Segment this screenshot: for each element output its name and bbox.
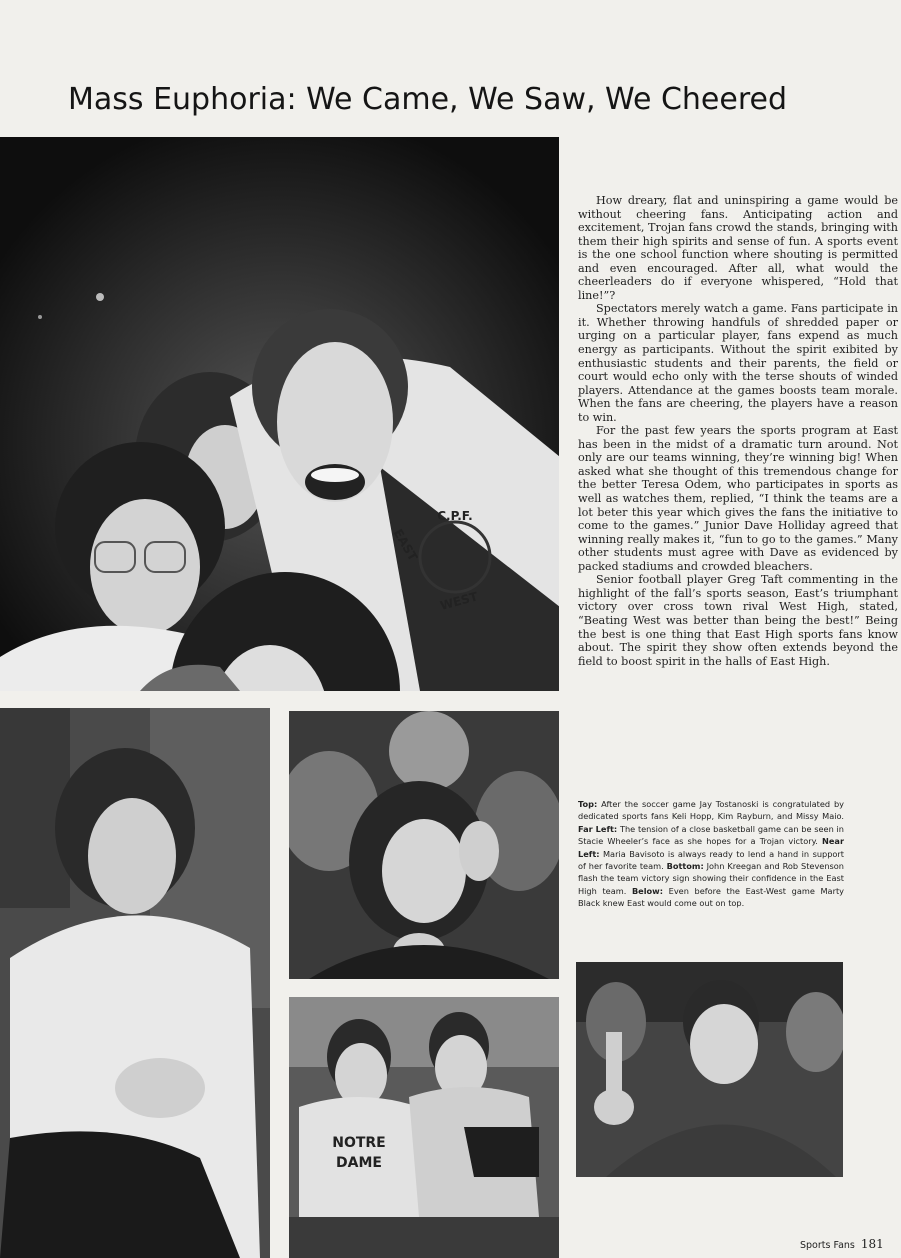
caption-label: Top:	[578, 799, 598, 809]
caption-text: Even before the East-West game Marty Black knew East would come out on top.	[578, 885, 844, 909]
photo-bottom-victory-sign	[289, 997, 559, 1258]
caption-text: After the soccer game Jay Tostanoski is congratulated by dedicated sports fans Keli Hopp, Kim Rayburn, and Missy Maio.	[578, 799, 844, 822]
caption-text: Maria Bavisoto is always ready to lend a hand in support of her favorite team.	[578, 848, 844, 872]
photo-far-left-girl	[0, 708, 270, 1258]
paragraph: Senior football player Greg Taft commenting in the highlight of the fall’s sports season, East’s triumphant victory over cross town rival West High, stated, “Beating West was better than being the best!” Being the best is one thing that East High sports fans know about. The spirit they show often extends beyond the field to boost spirit in the halls of East High.	[578, 573, 898, 668]
caption-label: Bottom:	[666, 861, 704, 872]
caption-label: Near Left:	[578, 836, 844, 859]
article-body	[578, 194, 898, 668]
sweatshirt-text-dame: DAME	[336, 1155, 382, 1171]
page-title: Mass Euphoria: We Came, We Saw, We Cheered	[68, 82, 788, 117]
page-footer	[800, 1237, 884, 1251]
jacket-text-cpf: C.P.F.	[437, 509, 473, 523]
jacket-text-east: EAST	[390, 526, 421, 564]
sweatshirt-text-notre: NOTRE	[332, 1135, 386, 1151]
caption-text: John Kreegan and Rob Stevenson flash the team victory sign showing their confidence in the East High team.	[578, 861, 844, 896]
caption-text: The tension of a close basketball game can be seen in Stacie Wheeler’s face as she hopes for a Trojan victory.	[578, 823, 844, 847]
caption-label: Below:	[631, 885, 664, 896]
paragraph: For the past few years the sports program at East has been in the midst of a dramatic turn around. Not only are our teams winning, they’re winning big! When asked what she thought of this tremendous change for the better Teresa Odem, who participates in sports as well as watches them, replied, “I think the teams are a lot beter this year which gives the fans the initiative to come to the games.” Junior Dave Holliday agreed that winning really makes it, “fun to go to the games.” Many other students must agree with Dave as evidenced by packed stadiums and crowded bleachers.	[578, 424, 898, 573]
page-number: 181	[860, 1237, 884, 1251]
photo-below-pointing-fan	[576, 962, 843, 1177]
paragraph: How dreary, flat and uninspiring a game would be without cheering fans. Anticipating action and excitement, Trojan fans crowd the stands, bringing with them their high spirits and sense of fun. A sports event is the one school function where shouting is permitted and even encouraged. After all, what would the cheerleaders do if everyone whispered, “Hold that line!”?	[578, 194, 898, 302]
photo-top-fans-group	[0, 137, 559, 691]
caption-label: Far Left:	[578, 823, 618, 834]
jacket-text-west: WEST	[438, 589, 480, 613]
footer-section: Sports Fans	[800, 1240, 855, 1251]
photo-captions	[578, 798, 844, 910]
photo-near-left-clapping	[289, 711, 559, 979]
paragraph: Spectators merely watch a game. Fans participate in it. Whether throwing handfuls of shredded paper or urging on a particular player, fans expend as much energy as participants. Without the spirit exibited by enthusiastic students and their parents, the field or court would echo only with the terse shouts of winded players. Attendance at the games boosts team morale. When the fans are cheering, the players have a reason to win.	[578, 302, 898, 424]
